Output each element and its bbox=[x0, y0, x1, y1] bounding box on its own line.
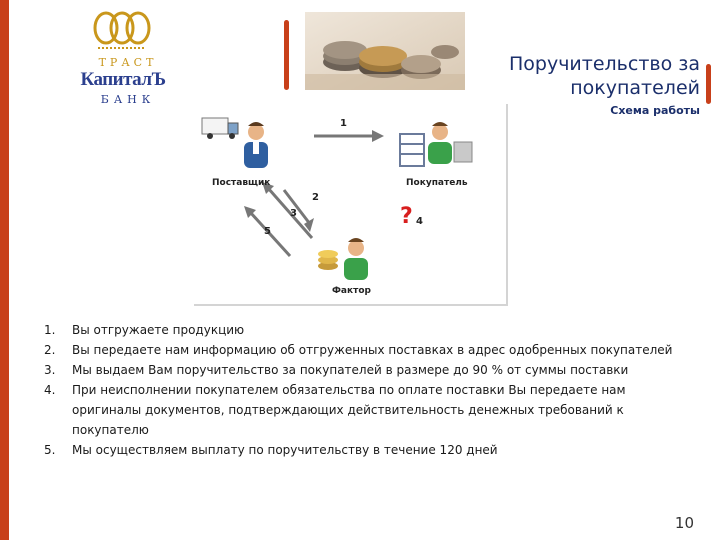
list-item bbox=[44, 440, 684, 460]
page-subtitle: Схема работы bbox=[610, 104, 700, 117]
title-line-1: Поручительство за bbox=[508, 53, 700, 75]
list-item-number: 4. bbox=[44, 383, 56, 397]
work-scheme-diagram bbox=[194, 104, 508, 306]
list-item-number: 3. bbox=[44, 363, 56, 377]
left-accent-bar bbox=[0, 0, 9, 540]
scheme-graphics bbox=[194, 104, 506, 304]
factor-person-icon bbox=[318, 238, 368, 280]
logo-line-bank: БАНК bbox=[100, 93, 156, 106]
scheme-step-2: 2 bbox=[312, 192, 319, 203]
shelves-icon bbox=[400, 134, 424, 166]
label-supplier: Поставщик bbox=[212, 178, 271, 188]
buyer-person-icon bbox=[428, 122, 472, 164]
list-item-number: 2. bbox=[44, 343, 56, 357]
bank-logo bbox=[80, 8, 170, 108]
logo-rings-icon bbox=[92, 10, 152, 52]
label-buyer: Покупатель bbox=[406, 178, 468, 188]
banner-accent-left bbox=[284, 20, 289, 90]
list-item-text: Вы передаете нам информацию об отгруженных поставках в адрес одобренных покупателей bbox=[72, 343, 673, 357]
scheme-step-1: 1 bbox=[340, 118, 347, 129]
list-item bbox=[44, 380, 684, 440]
list-item-number: 5. bbox=[44, 443, 56, 457]
list-item-text: Мы осуществляем выплату по поручительству в течение 120 дней bbox=[72, 443, 498, 457]
truck-icon bbox=[202, 118, 238, 139]
list-item-number: 1. bbox=[44, 323, 56, 337]
scheme-step-3: 3 bbox=[290, 208, 297, 219]
logo-line-trust: ТРАСТ bbox=[98, 56, 158, 69]
banner-accent-right bbox=[706, 64, 711, 104]
scheme-step-5: 5 bbox=[264, 226, 271, 237]
label-factor: Фактор bbox=[332, 286, 371, 296]
list-item-text: Вы отгружаете продукцию bbox=[72, 323, 245, 337]
arrow-1-icon bbox=[314, 130, 384, 142]
supplier-person-icon bbox=[244, 122, 268, 168]
steps-list bbox=[44, 320, 684, 460]
list-item bbox=[44, 360, 684, 380]
logo-line-capital: КапиталЪ bbox=[80, 69, 166, 90]
list-item bbox=[44, 340, 684, 360]
question-mark: ? bbox=[400, 204, 413, 229]
list-item-text: Мы выдаем Вам поручительство за покупателей в размере до 90 % от суммы поставки bbox=[72, 363, 629, 377]
scheme-step-4: 4 bbox=[416, 216, 423, 227]
list-item-text: При неисполнении покупателем обязательства по оплате поставки Вы передаете нам оригиналы документов, подтверждающих действительность денежных требований к покупателю bbox=[72, 383, 626, 437]
title-line-2: покупателей bbox=[570, 77, 700, 99]
list-item bbox=[44, 320, 684, 340]
page-number: 10 bbox=[674, 514, 694, 532]
page-title bbox=[400, 52, 700, 100]
